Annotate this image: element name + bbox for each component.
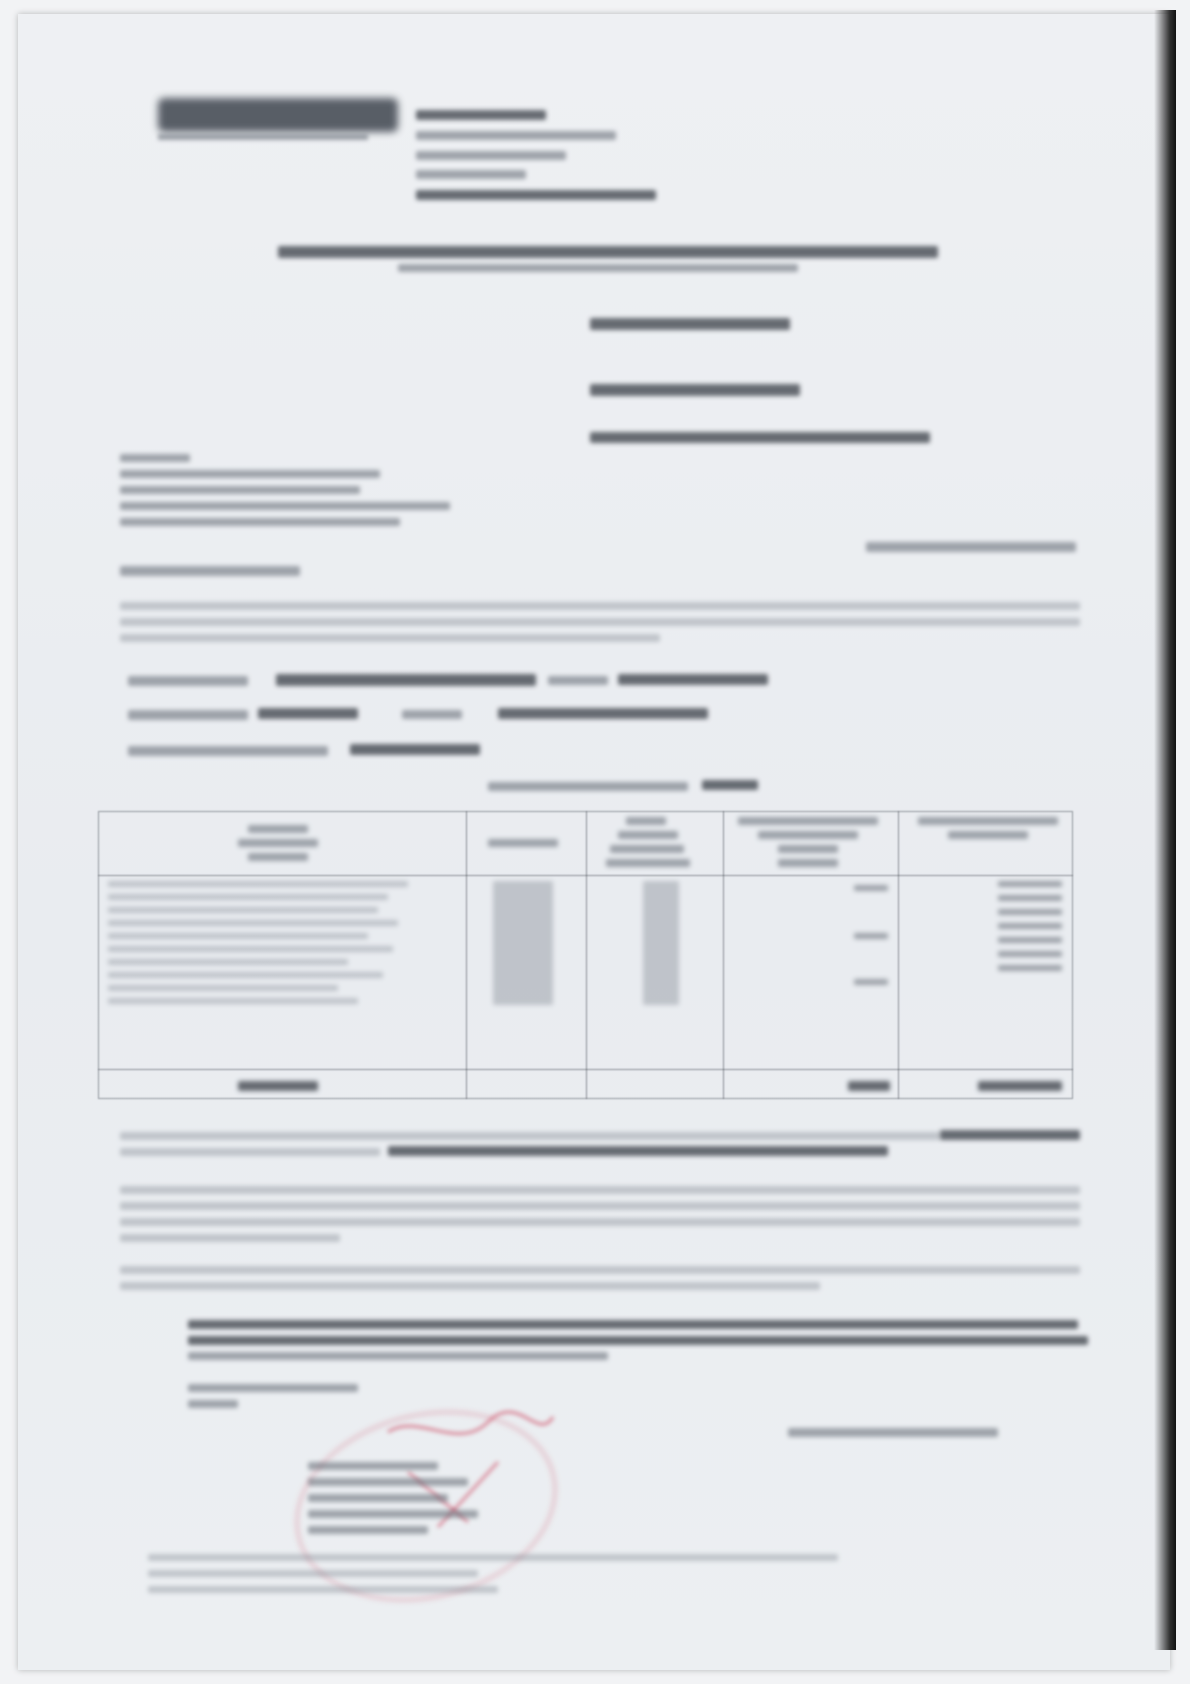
salutation	[120, 566, 300, 576]
letter-page	[18, 14, 1170, 1670]
items-table	[98, 811, 1073, 1099]
letter-date	[866, 542, 1076, 552]
scan-edge-shadow	[1154, 10, 1176, 1650]
company-logo	[158, 98, 398, 132]
logo-tagline	[158, 134, 368, 140]
